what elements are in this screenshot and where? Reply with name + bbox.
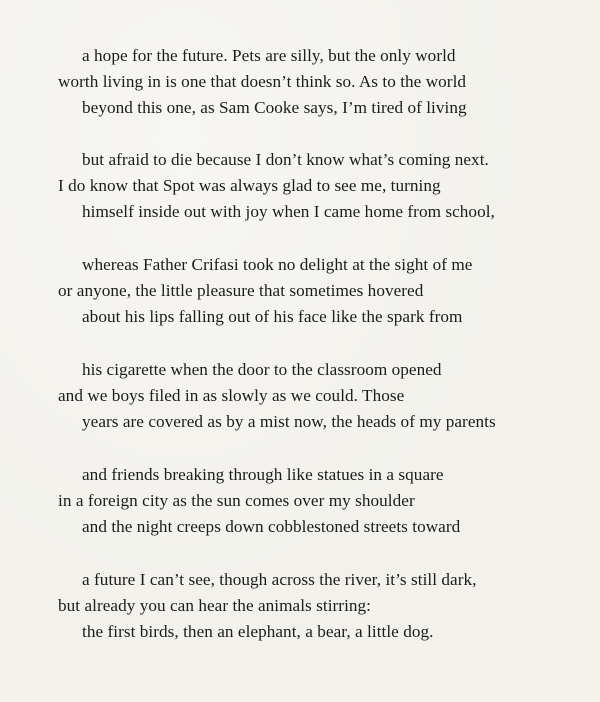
poem-line: and friends breaking through like statues in a square — [82, 465, 444, 484]
poem-line: years are covered as by a mist now, the heads of my parents — [82, 412, 496, 431]
poem-line: a hope for the future. Pets are silly, but the only world — [82, 46, 456, 65]
poem-line: whereas Father Crifasi took no delight at the sight of me — [82, 255, 473, 274]
poem-line: beyond this one, as Sam Cooke says, I’m tired of living — [82, 98, 467, 117]
poem-line: worth living in is one that doesn’t think so. As to the world — [58, 72, 467, 91]
poem-line: but already you can hear the animals stirring: — [58, 596, 372, 615]
poem-line: or anyone, the little pleasure that sometimes hovered — [58, 281, 424, 300]
poem-line: and we boys filed in as slowly as we could. Those — [58, 386, 405, 405]
poem-line: and the night creeps down cobblestoned streets toward — [82, 517, 461, 536]
poem-line: about his lips falling out of his face like the spark from — [82, 307, 463, 326]
poem-line: himself inside out with joy when I came home from school, — [82, 202, 495, 221]
poem-line: the first birds, then an elephant, a bear, a little dog. — [82, 622, 434, 641]
poem-line: a future I can’t see, though across the river, it’s still dark, — [82, 570, 477, 589]
poem-line: in a foreign city as the sun comes over my shoulder — [58, 491, 415, 510]
poem-line: I do know that Spot was always glad to see me, turning — [58, 176, 441, 195]
poem-line: his cigarette when the door to the classroom opened — [82, 360, 442, 379]
poem-line: but afraid to die because I don’t know what’s coming next. — [82, 150, 489, 169]
